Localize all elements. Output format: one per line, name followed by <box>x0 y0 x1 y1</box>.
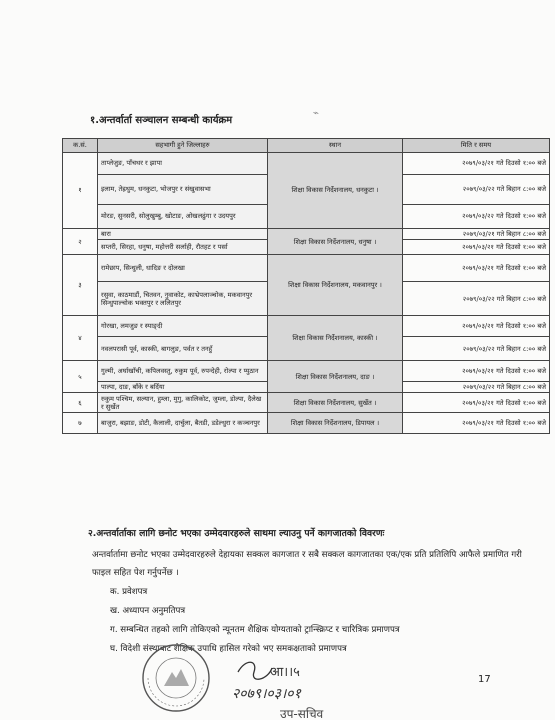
districts-cell: सप्तरी, सिरहा, धनुषा, महोत्तरी सर्लाही, रौतहट र पर्सा <box>98 240 268 255</box>
documents-paragraph: अन्तर्वार्तामा छनोट भएका उम्मेदवारहरुले देहायका सक्कल कागजात र सबै सक्कल कागजातका एक/एक प्रति प्रतिलिपि आफैले प्रमाणित गरी फाइल सहित पेश गर्नुपर्नेछ । <box>92 550 522 578</box>
pen-mark-icon: ⌁ <box>313 108 320 119</box>
header-place: स्थान <box>268 139 403 153</box>
serial-number-cell: ५ <box>63 361 98 393</box>
districts-cell: इलाम, तेह्रथुम, धनकुटा, भोजपुर र संखुवासभा <box>98 175 268 205</box>
datetime-cell: २०७९/०३/२१ गते बिहान ८:०० बजे <box>403 229 550 240</box>
districts-cell: रामेछाप, सिन्धुली, धादिङ र दोलखा <box>98 255 268 282</box>
datetime-cell: २०७९/०३/२२ गते बिहान ८:०० बजे <box>403 337 550 361</box>
districts-cell: रुकुम पश्चिम, सल्यान, हुम्ला, मुगु, कालिकोट, जुम्ला, डोल्पा, दैलेख र सुर्खेत <box>98 393 268 413</box>
serial-number-cell: ३ <box>63 255 98 316</box>
list-item: ग. सम्बन्धित तहको लागि तोकिएको न्यूनतम शैक्षिक योग्यताको ट्रान्स्क्रिप्ट र चारित्रिक प्रमाणपत्र <box>110 625 400 635</box>
districts-cell: पाल्पा, दाङ, बाँके र बर्दिया <box>98 382 268 393</box>
list-item: ख. अध्यापन अनुमतिपत्र <box>110 606 186 616</box>
list-item: क. प्रवेशपत्र <box>110 587 148 597</box>
venue-cell: शिक्षा विकास निर्देशनालय, धनकुटा । <box>268 153 403 229</box>
header-districts: सहभागी हुने जिल्लाहरु <box>98 139 268 153</box>
serial-number-cell: ६ <box>63 393 98 413</box>
table-row <box>63 361 550 382</box>
districts-cell: नवलपरासी पूर्व, कास्की, बागलुङ, पर्वत र तनहुँ <box>98 337 268 361</box>
serial-number-cell: २ <box>63 229 98 255</box>
districts-cell: बारा <box>98 229 268 240</box>
districts-cell: बाजुरा, बझाङ, डोटी, कैलाली, दार्चुला, बैतडी, डडेल्धुरा र कञ्चनपुर <box>98 413 268 434</box>
interview-schedule-table <box>62 138 550 434</box>
table-row <box>63 316 550 337</box>
section-2-title: २.अन्तर्वार्ताका लागि छनोट भएका उम्मेदवारहरुले साथमा ल्याउनु पर्ने कागजातको विवरणः <box>88 528 385 539</box>
venue-cell: शिक्षा विकास निर्देशनालय, धनुषा । <box>268 229 403 255</box>
page-number: 17 <box>478 674 491 685</box>
list-item: घ. विदेशी संस्थाबाट शैक्षिक उपाधि हासिल गरेको भए समकक्षताको प्रमाणपत्र <box>110 644 347 654</box>
districts-cell: रसुवा, काठमाडौं, चितवन, नुवाकोट, काभ्रेपलाञ्चोक, मकवानपुर सिन्धुपाल्चोक भक्तपुर र ललितपुर <box>98 282 268 316</box>
datetime-cell: २०७९/०३/२१ गते दिउसो १:०० बजे <box>403 153 550 175</box>
table-header-row <box>63 139 550 153</box>
table-row <box>63 153 550 175</box>
datetime-cell: २०७९/०३/२२ गते बिहान ८:०० बजे <box>403 175 550 205</box>
datetime-cell: २०७९/०३/२२ गते बिहान ८:०० बजे <box>403 382 550 393</box>
venue-cell: शिक्षा विकास निर्देशनालय, मकवानपुर । <box>268 255 403 316</box>
signature-date: २०७९।०३।०१ <box>232 686 301 702</box>
serial-number-cell: १ <box>63 153 98 229</box>
signature-initial: आ।।५ <box>270 665 300 680</box>
serial-number-cell: ७ <box>63 413 98 434</box>
header-datetime: मिति र समय <box>403 139 550 153</box>
datetime-cell: २०७९/०३/२१ गते दिउसो १:०० बजे <box>403 361 550 382</box>
districts-cell: ताप्लेजुङ, पाँचथर र झापा <box>98 153 268 175</box>
header-sn: क.सं. <box>63 139 98 153</box>
datetime-cell: २०७९/०३/२१ गते दिउसो १:०० बजे <box>403 255 550 282</box>
table-row <box>63 393 550 413</box>
official-stamp <box>140 642 212 714</box>
table-row <box>63 229 550 240</box>
datetime-cell: २०७९/०३/२१ गते दिउसो १:०० बजे <box>403 240 550 255</box>
serial-number-cell: ४ <box>63 316 98 361</box>
venue-cell: शिक्षा विकास निर्देशनालय, कास्की । <box>268 316 403 361</box>
districts-cell: गुल्मी, अर्घाखाँची, कपिलवस्तु, रुकुम पूर्व, रुपन्देही, रोल्पा र प्युठान <box>98 361 268 382</box>
table-row <box>63 255 550 282</box>
section-1-title: १.अन्तर्वार्ता सञ्चालन सम्बन्धी कार्यक्रम <box>90 115 233 126</box>
datetime-cell: २०७९/०३/२२ गते बिहान ८:०० बजे <box>403 282 550 316</box>
table-row <box>63 413 550 434</box>
datetime-cell: २०७९/०३/२२ गते दिउसो १:०० बजे <box>403 205 550 229</box>
districts-cell: गोरखा, लमजुङ र स्याङ्दी <box>98 316 268 337</box>
signature-designation: उप-सचिव <box>280 707 324 720</box>
signature <box>228 650 368 720</box>
venue-cell: शिक्षा विकास निर्देशनालय, डिपायल । <box>268 413 403 434</box>
venue-cell: शिक्षा विकास निर्देशनालय, दाङ । <box>268 361 403 393</box>
venue-cell: शिक्षा विकास निर्देशनालय, सुर्खेत । <box>268 393 403 413</box>
datetime-cell: २०७९/०३/२१ गते दिउसो १:०० बजे <box>403 413 550 434</box>
datetime-cell: २०७९/०३/२१ गते दिउसो १:०० बजे <box>403 316 550 337</box>
districts-cell: मोरङ, सुनसरी, सोलुखुम्बु, खोटाङ, ओखलढुंगा र उदयपुर <box>98 205 268 229</box>
datetime-cell: २०७९/०३/२१ गते दिउसो १:०० बजे <box>403 393 550 413</box>
